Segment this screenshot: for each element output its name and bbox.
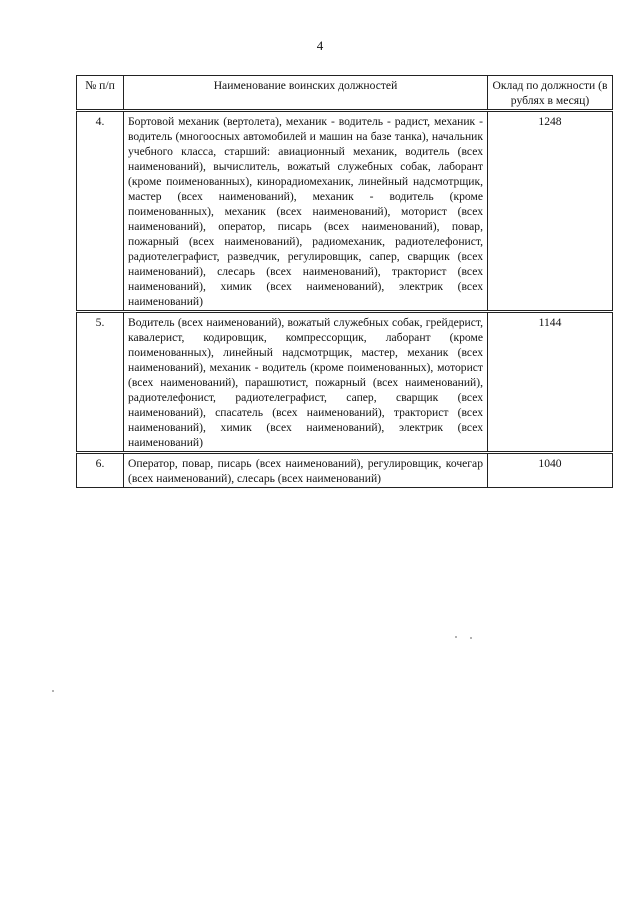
table-row: [77, 453, 613, 488]
positions-salary-table: [76, 75, 613, 488]
row-salary: 1040: [488, 453, 613, 488]
row-number: 4.: [77, 111, 124, 312]
header-number: № п/п: [77, 76, 124, 111]
header-salary: Оклад по должности (в рублях в месяц): [488, 76, 613, 111]
table-row: [77, 111, 613, 312]
row-number: 5.: [77, 312, 124, 453]
page-number: 4: [316, 38, 324, 53]
row-position-names: Водитель (всех наименований), вожатый служебных собак, грейдерист, кавалерист, кодировщик, компрессорщик, лаборант (кроме поименованных), линейный надсмотрщик, мастер, механик (всех наименований), механик - водитель (кроме поименованных), моторист (всех наименований), парашютист, пожарный (всех наименований), радиотелефонист, радиотелеграфист, сапер, сварщик (всех наименований), спасатель (всех наименований), тракторист (всех наименований), химик (всех наименований), электрик (всех наименований): [124, 312, 488, 453]
row-number: 6.: [77, 453, 124, 488]
table-row: [77, 312, 613, 453]
table-header-row: [77, 76, 613, 111]
header-position-name: Наименование воинских должностей: [124, 76, 488, 111]
scan-speck: [470, 637, 472, 639]
row-position-names: Оператор, повар, писарь (всех наименований), регулировщик, кочегар (всех наименований), слесарь (всех наименований): [124, 453, 488, 488]
scan-speck: [455, 636, 457, 638]
row-salary: 1144: [488, 312, 613, 453]
scan-speck: [52, 690, 54, 692]
row-salary: 1248: [488, 111, 613, 312]
row-position-names: Бортовой механик (вертолета), механик - водитель - радист, механик - водитель (многоосных автомобилей и машин на базе танка), начальник учебного класса, старший: авиационный механик, водитель (всех наименований), вычислитель, вожатый служебных собак, лаборант (кроме поименованных), кинорадиомеханик, линейный надсмотрщик, мастер (всех наименований), механик - водитель (кроме поименованных), механик (всех наименований), моторист (всех наименований), оператор, писарь (всех наименований), повар, пожарный (всех наименований), радиомеханик, радиотелефонист, радиотелеграфист, разведчик, регулировщик, сапер, сварщик (всех наименований), слесарь (всех наименований), тракторист (всех наименований), химик (всех наименований), электрик (всех наименований): [124, 111, 488, 312]
